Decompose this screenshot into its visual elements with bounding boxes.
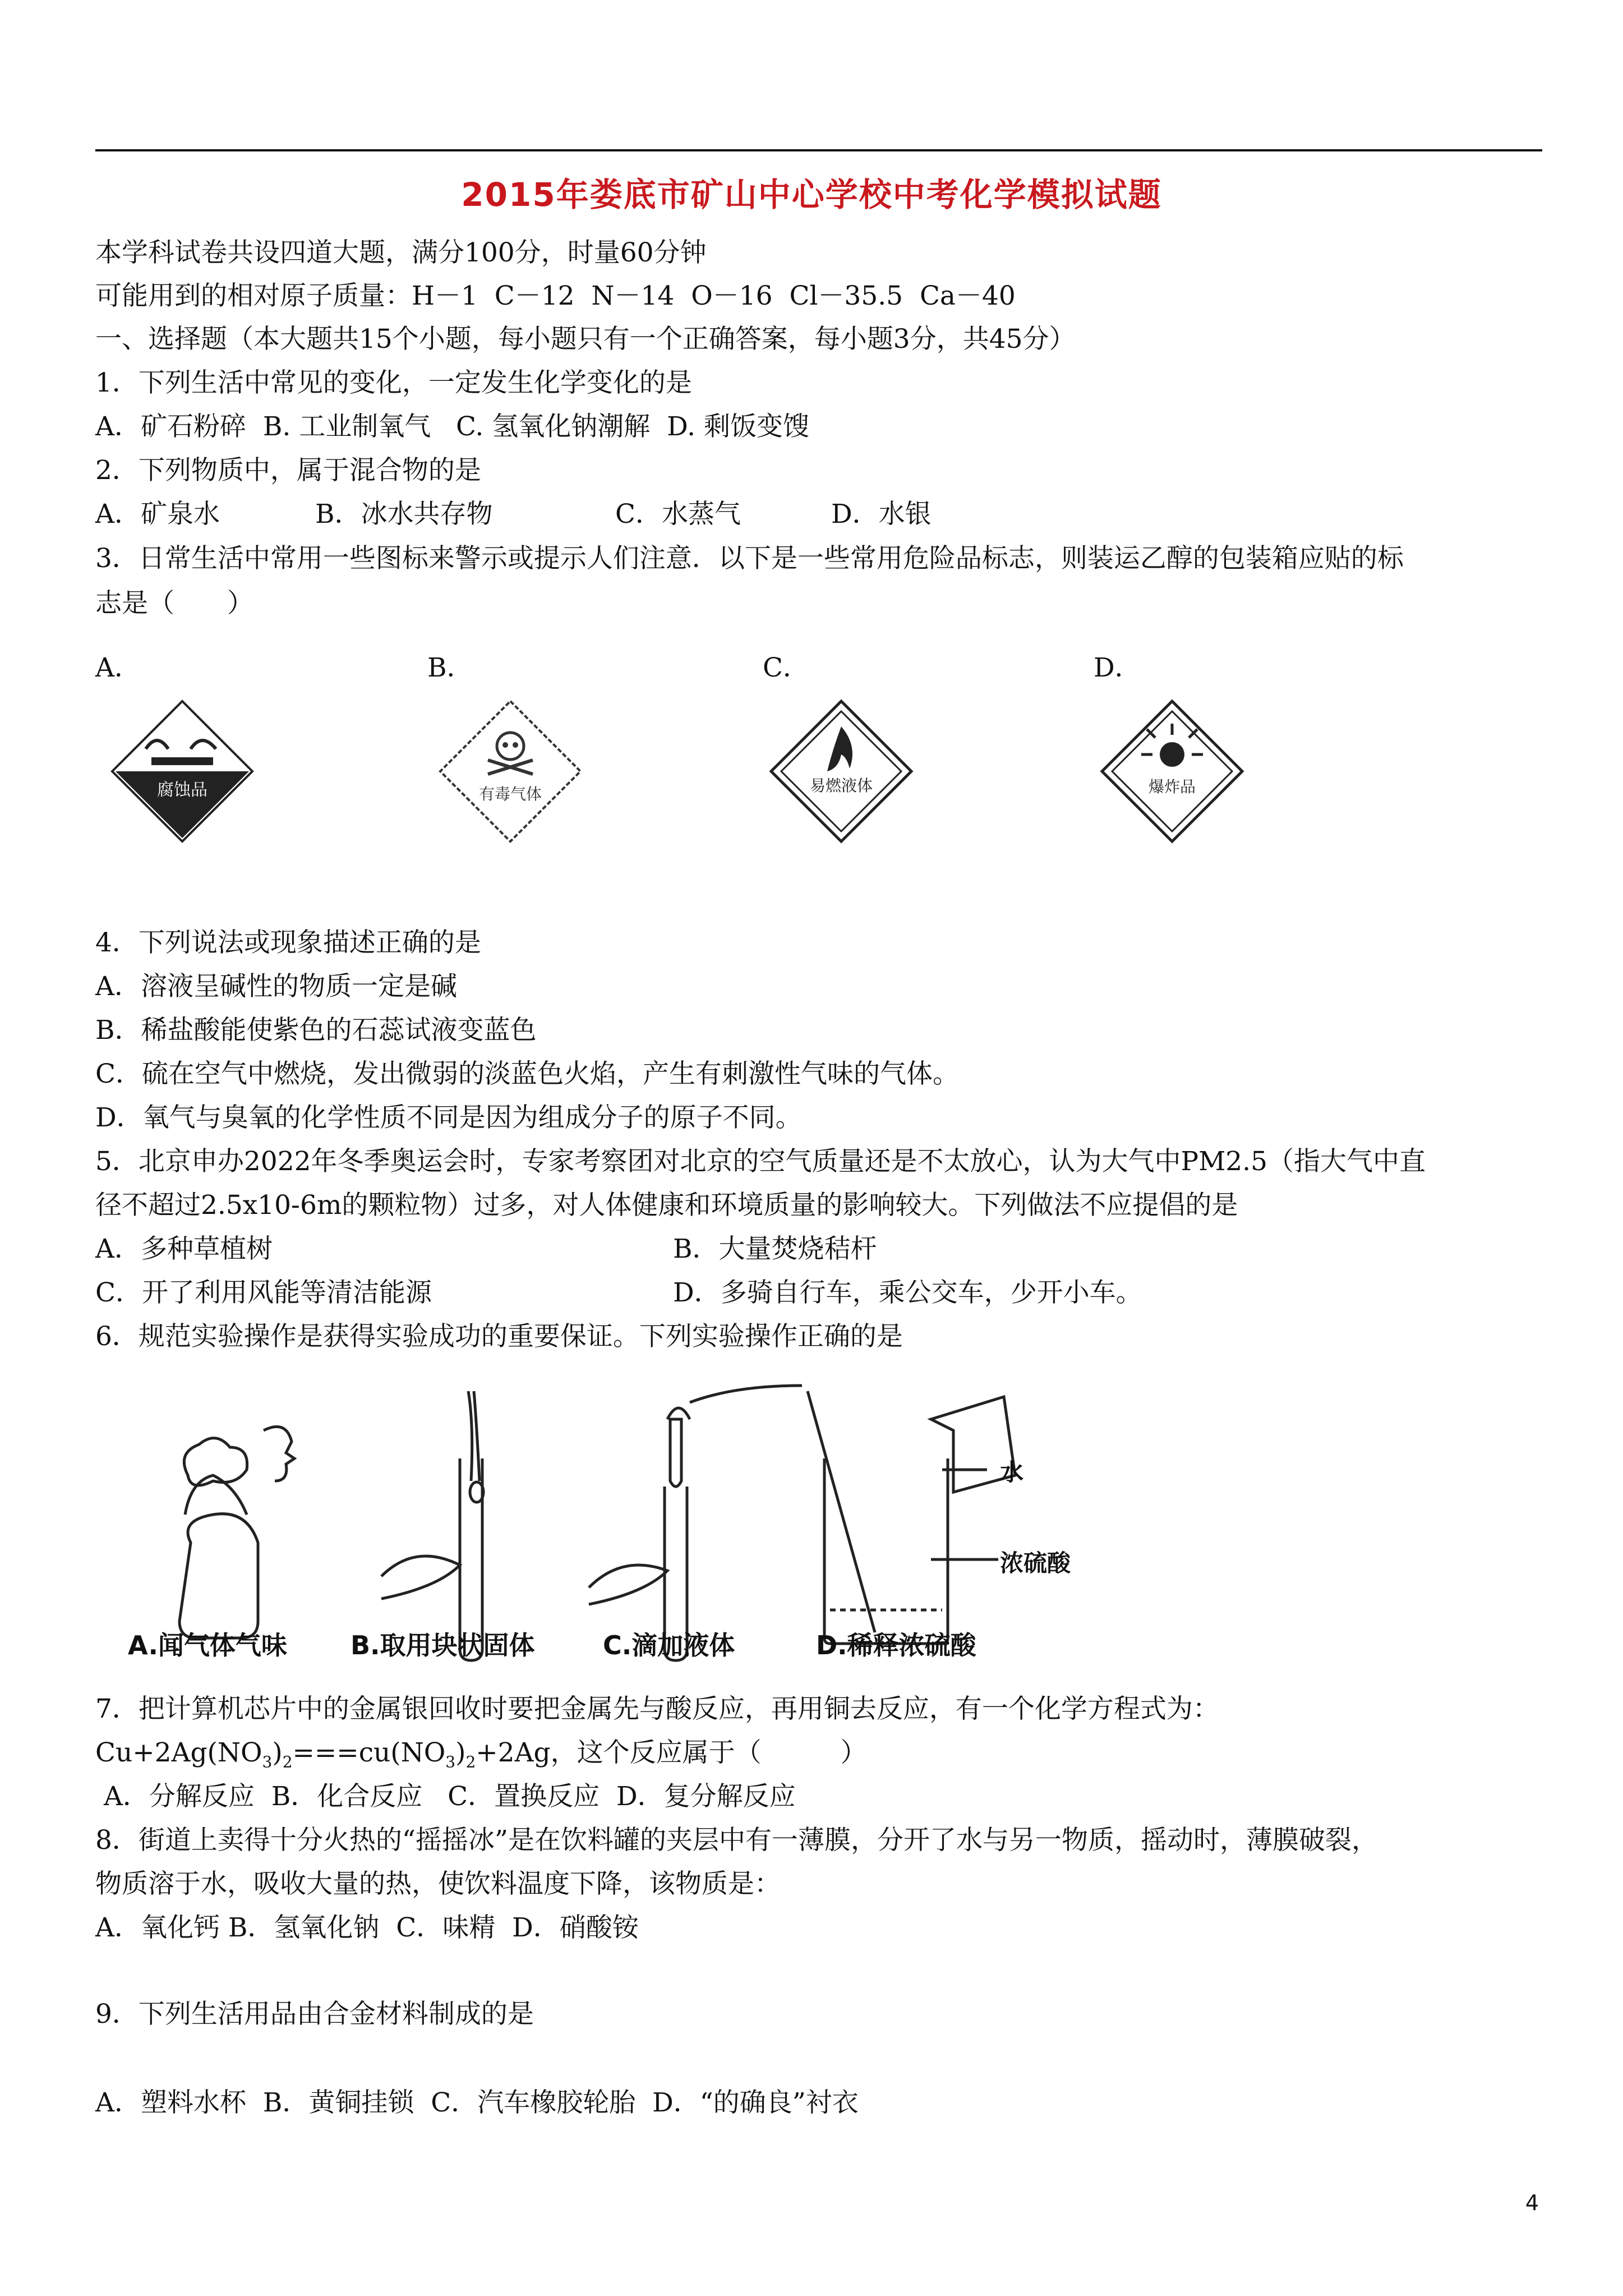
q2-stem: 2．下列物质中，属于混合物的是 [95,455,481,486]
sign-d-text: 爆炸品 [1148,777,1196,796]
q1-stem: 1．下列生活中常见的变化，一定发生化学变化的是 [95,367,692,398]
q5-stem: 5．北京申办2022年冬季奥运会时，专家考察团对北京的空气质量还是不太放心，认为大气中PM2.5（指大气中直 [95,1146,1426,1177]
q6-caption-c: C.滴加液体 [603,1630,735,1660]
section-heading: 一、选择题（本大题共15个小题，每小题只有一个正确答案，每小题3分，共45分） [95,324,1076,355]
q2-option-c: C．水蒸气 [615,499,741,530]
explosive-sign-icon [1096,696,1248,847]
q9-stem: 9．下列生活用品由合金材料制成的是 [95,1999,534,2030]
header-rule [95,149,1542,151]
q9-options: A．塑料水杯 B．黄铜挂锁 C．汽车橡胶轮胎 D．“的确良”衬衣 [95,2087,859,2118]
intro-line: 本学科试卷共设四道大题，满分100分，时量60分钟 [95,237,707,268]
q6-caption-a: A.闻气体气味 [128,1630,287,1660]
q5-option-d: D．多骑自行车，乘公交车，少开小车。 [673,1277,1142,1308]
q3-stem-cont: 志是（ ） [95,588,253,619]
q7-equation: $Cu+2Ag(NO_3)_2===cu(NO_3)_2+2Ag$，这个反应属于（ ） [95,1737,867,1772]
q6-caption-d: D.稀释浓硫酸 [816,1630,976,1660]
q3-label-c: C． [763,652,809,683]
q4-option-b: B．稀盐酸能使紫色的石蕊试液变蓝色 [95,1015,537,1046]
atomic-mass-line: 可能用到的相对原子质量：H－1 C－12 N－14 O－16 Cl－35.5 Ca－40 [95,280,1016,311]
corrosive-sign-icon [107,696,258,847]
page-title: 2015年娄底市矿山中心学校中考化学模拟试题 [461,176,1162,214]
q2-option-d: D．水银 [831,499,932,530]
label-concentrated-sulfuric-acid: 浓硫酸 [1000,1549,1071,1577]
q5-option-a: A．多种草植树 [95,1234,273,1264]
q5-option-c: C．开了利用风能等清洁能源 [95,1277,432,1308]
sign-c-text: 易燃液体 [809,776,873,795]
q3-label-a: A． [95,652,141,683]
toxic-gas-sign-icon [435,696,586,847]
q6-stem: 6．规范实验操作是获得实验成功的重要保证。下列实验操作正确的是 [95,1321,903,1352]
q8-options: A．氧化钙 B．氢氧化钠 C．味精 D．硝酸铵 [95,1912,639,1943]
q2-option-b: B．冰水共存物 [315,499,493,530]
q5-stem-cont: 径不超过2.5x10-6m的颗粒物）过多，对人体健康和环境质量的影响较大。下列做法不应提倡的是 [95,1190,1238,1221]
label-water: 水 [1000,1458,1024,1486]
q7-options: A．分解反应 B．化合反应 C．置换反应 D．复分解反应 [95,1781,796,1812]
q6-caption-b: B.取用块状固体 [351,1630,535,1660]
q3-label-d: D． [1094,652,1141,683]
q3-stem: 3．日常生活中常用一些图标来警示或提示人们注意．以下是一些常用危险品标志，则装运乙醇的包装箱应贴的标 [95,543,1404,574]
q7-stem: 7．把计算机芯片中的金属银回收时要把金属先与酸反应，再用铜去反应，有一个化学方程式为： [95,1694,1219,1724]
q4-stem: 4．下列说法或现象描述正确的是 [95,927,481,958]
page-number: 4 [1525,2191,1539,2215]
q5-option-b: B．大量焚烧秸杆 [673,1234,877,1264]
q4-option-d: D．氧气与臭氧的化学性质不同是因为组成分子的原子不同。 [95,1102,802,1133]
q1-options: A．矿石粉碎 B. 工业制氧气 C. 氢氧化钠潮解 D. 剩饭变馊 [95,411,809,442]
sign-a-text: 腐蚀品 [157,780,208,800]
q8-stem: 8．街道上卖得十分火热的“摇摇冰”是在饮料罐的夹层中有一薄膜，分开了水与另一物质，摇动时，薄膜破裂， [95,1825,1378,1856]
q4-option-c: C．硫在空气中燃烧，发出微弱的淡蓝色火焰，产生有刺激性气味的气体。 [95,1059,959,1089]
q3-label-b: B． [427,652,473,683]
sign-b-text: 有毒气体 [478,785,542,803]
lab-operations-figure [101,1374,1054,1666]
q4-option-a: A．溶液呈碱性的物质一定是碱 [95,971,457,1002]
flammable-liquid-sign-icon [766,696,917,847]
q2-option-a: A．矿泉水 [95,499,220,530]
q8-stem-cont: 物质溶于水，吸收大量的热，使饮料温度下降，该物质是： [95,1869,781,1899]
